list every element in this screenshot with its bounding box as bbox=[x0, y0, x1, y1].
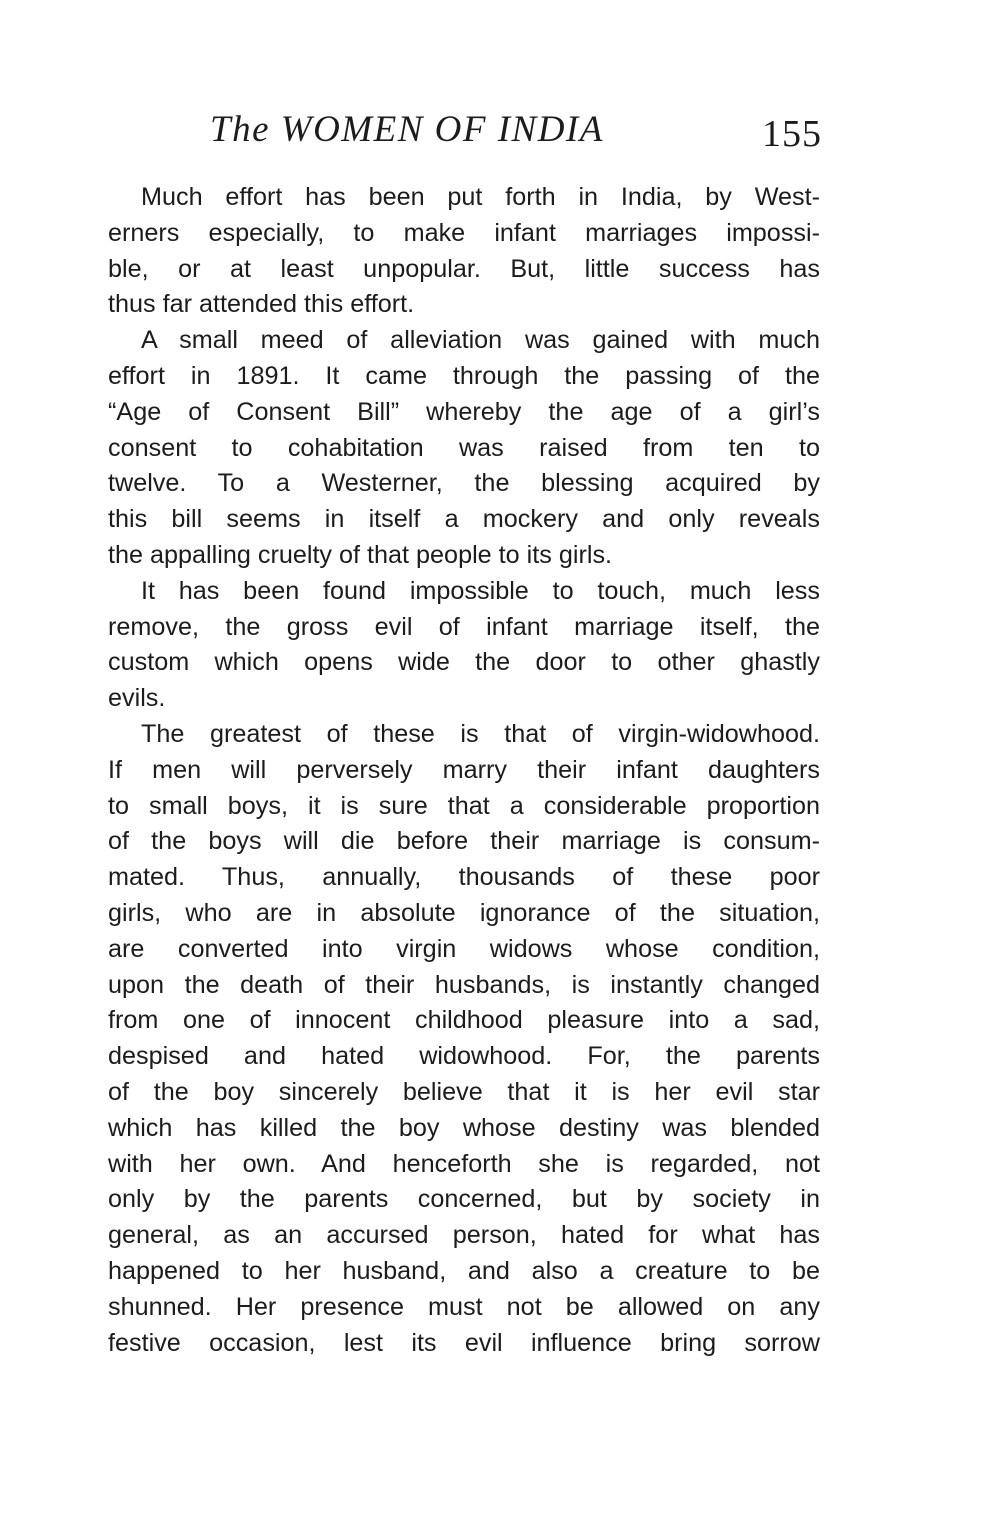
paragraph-4 bbox=[108, 717, 820, 1361]
text-line: only by the parents concerned, but by society in bbox=[108, 1185, 820, 1214]
text-line: of the boy sincerely believe that it is her evil star bbox=[108, 1077, 820, 1106]
text-line: custom which opens wide the door to other ghastly bbox=[108, 648, 820, 677]
text-line: despised and hated widowhood. For, the parents bbox=[108, 1042, 820, 1071]
text-line: The greatest of these is that of virgin-widowhood. bbox=[141, 719, 820, 748]
text-line: to small boys, it is sure that a considerable proportion bbox=[108, 791, 820, 820]
text-line: ble, or at least unpopular. But, little success has bbox=[108, 254, 820, 283]
text-line: consent to cohabitation was raised from ten to bbox=[108, 433, 820, 462]
text-line: upon the death of their husbands, is instantly changed bbox=[108, 970, 820, 999]
running-title: The WOMEN OF INDIA bbox=[210, 109, 604, 150]
text-line: shunned. Her presence must not be allowed on any bbox=[108, 1292, 820, 1321]
text-line: remove, the gross evil of infant marriage itself, the bbox=[108, 612, 820, 641]
page-number: 155 bbox=[762, 113, 822, 155]
text-line: Much effort has been put forth in India, by West- bbox=[141, 183, 820, 211]
text-line: evils. bbox=[108, 684, 166, 713]
text-line: from one of innocent childhood pleasure into a sad, bbox=[108, 1006, 820, 1035]
text-line: general, as an accursed person, hated for what has bbox=[108, 1221, 820, 1250]
text-line: “Age of Consent Bill” whereby the age of a girl’s bbox=[108, 397, 820, 426]
text-line: thus far attended this effort. bbox=[108, 290, 415, 319]
text-line: with her own. And henceforth she is regarded, not bbox=[108, 1149, 820, 1178]
text-line: mated. Thus, annually, thousands of these poor bbox=[108, 863, 820, 892]
text-line: which has killed the boy whose destiny was blended bbox=[108, 1113, 820, 1142]
text-line: A small meed of alleviation was gained with much bbox=[141, 326, 820, 355]
body-text bbox=[108, 180, 820, 1361]
text-line: If men will perversely marry their infant daughters bbox=[108, 755, 820, 784]
text-line: the appalling cruelty of that people to its girls. bbox=[108, 540, 613, 569]
running-head bbox=[150, 108, 822, 158]
paragraph-3 bbox=[108, 574, 820, 717]
text-line: festive occasion, lest its evil influence bring sorrow bbox=[108, 1328, 820, 1357]
text-line: of the boys will die before their marriage is consum- bbox=[108, 827, 820, 856]
text-line: twelve. To a Westerner, the blessing acquired by bbox=[108, 469, 820, 498]
text-line: this bill seems in itself a mockery and only reveals bbox=[108, 505, 820, 534]
text-line: It has been found impossible to touch, much less bbox=[141, 576, 820, 605]
paragraph-1 bbox=[108, 180, 820, 323]
paragraph-2 bbox=[108, 323, 820, 574]
text-line: erners especially, to make infant marriages impossi- bbox=[108, 218, 820, 247]
text-line: happened to her husband, and also a creature to be bbox=[108, 1256, 820, 1285]
text-line: effort in 1891. It came through the passing of the bbox=[108, 361, 820, 390]
text-line: are converted into virgin widows whose condition, bbox=[108, 934, 820, 963]
text-line: girls, who are in absolute ignorance of the situation, bbox=[108, 898, 820, 927]
